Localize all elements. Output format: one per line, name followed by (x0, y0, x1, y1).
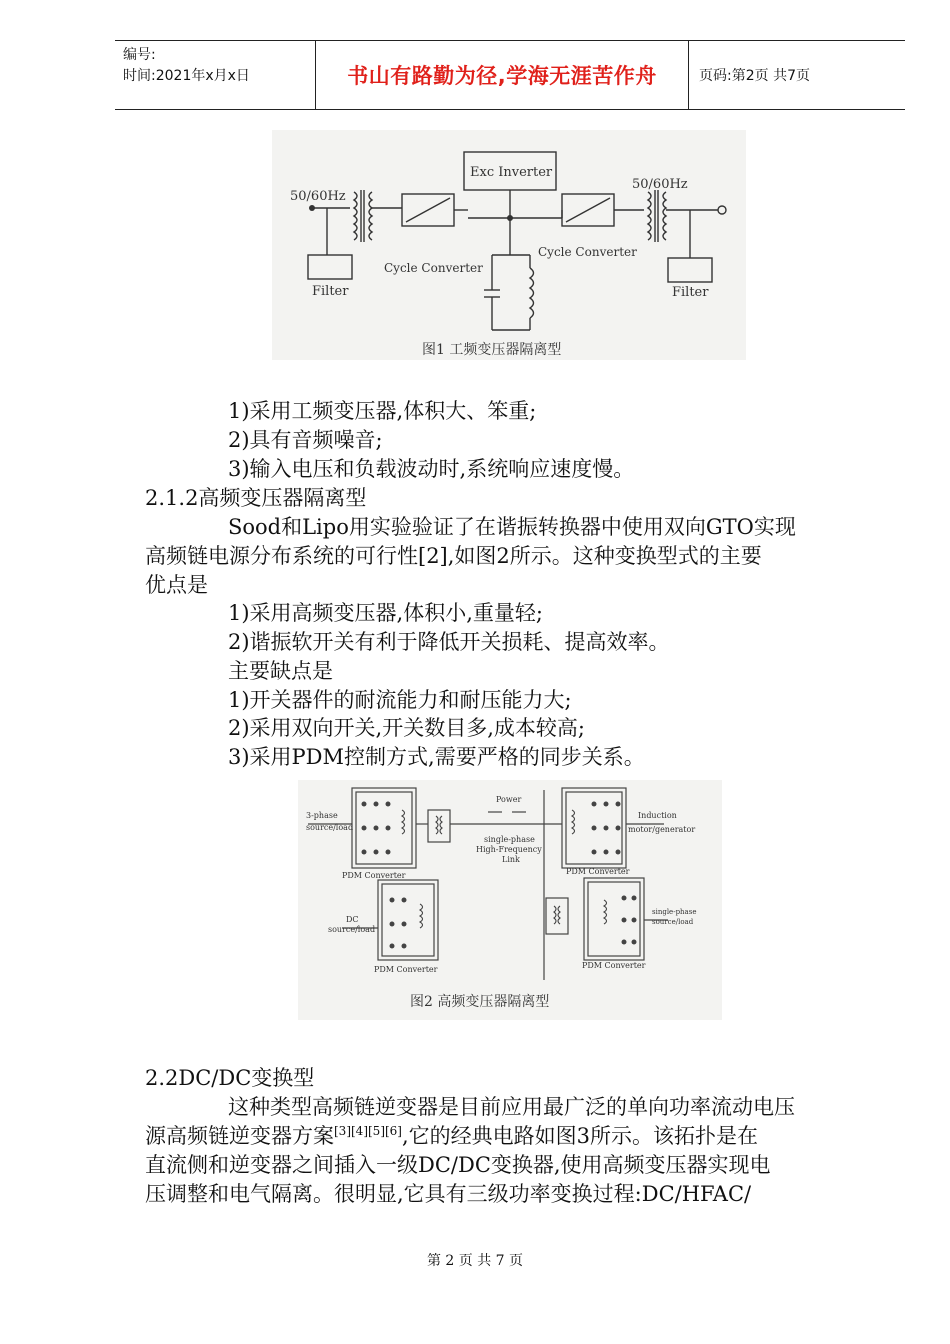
fig1-freq-right: 50/60Hz (632, 177, 688, 192)
header-number: 编号: (123, 47, 156, 63)
fig1-cycle-right: Cycle Converter (538, 245, 637, 259)
fig2-3phase: 3-phase (306, 811, 338, 820)
section-heading: 2.1.2高频变压器隔离型 (145, 486, 367, 510)
paragraph-line: Sood和Lipo用实验验证了在谐振转换器中使用双向GTO实现 (228, 515, 796, 539)
text-line: 1)采用高频变压器,体积小,重量轻; (228, 601, 543, 625)
text-line: 3)采用PDM控制方式,需要严格的同步关系。 (228, 745, 645, 769)
fig2-power: Power (496, 795, 522, 804)
fig2-pdm-label: PDM Converter (342, 871, 406, 880)
fig2-caption: 图2 高频变压器隔离型 (410, 994, 550, 1010)
fig1-exc-inverter: Exc Inverter (470, 165, 553, 180)
text-line: 2)采用双向开关,开关数目多,成本较高; (228, 716, 585, 740)
fig1-filter-right: Filter (672, 285, 709, 300)
fig2-pdm-label: PDM Converter (566, 867, 630, 876)
paragraph-text: ,它的经典电路如图3所示。该拓扑是在 (402, 1124, 759, 1148)
fig2-link: Link (502, 855, 520, 864)
paragraph-line: 压调整和电气隔离。很明显,它具有三级功率变换过程:DC/HFAC/ (145, 1182, 752, 1206)
fig2-pdm-label: PDM Converter (374, 965, 438, 974)
header-page-label: 页码:第2页 共7页 (699, 68, 810, 84)
text-line: 主要缺点是 (228, 659, 333, 683)
paragraph-text: 源高频链逆变器方案 (145, 1124, 334, 1148)
fig2-pdm-label: PDM Converter (582, 961, 646, 970)
fig2-motor-generator: motor/generator (628, 825, 696, 834)
figure-2 (298, 780, 722, 1020)
figure-1-diagram (272, 130, 746, 360)
fig1-filter-left: Filter (312, 284, 349, 299)
fig2-high-frequency: High-Frequency (476, 845, 542, 854)
paragraph-line: 优点是 (145, 573, 208, 597)
fig2-single-phase-2: single-phase (652, 908, 697, 916)
header-motto: 书山有路勤为径,学海无涯苦作舟 (347, 64, 657, 88)
header-info-cell (115, 41, 316, 109)
figure-2-diagram (298, 780, 722, 1020)
fig1-caption: 图1 工频变压器隔离型 (422, 342, 562, 358)
fig2-source-load-2: source/load (652, 918, 694, 926)
page-footer: 第 2 页 共 7 页 (426, 1253, 524, 1269)
fig2-induction: Induction (638, 811, 677, 820)
paragraph-line: 高频链电源分布系统的可行性[2],如图2所示。这种变换型式的主要 (145, 544, 762, 568)
paragraph-line: 这种类型高频链逆变器是目前应用最广泛的单向功率流动电压 (228, 1095, 795, 1119)
paragraph-line: 直流侧和逆变器之间插入一级DC/DC变换器,使用高频变压器实现电 (145, 1153, 771, 1177)
fig1-cycle-left: Cycle Converter (384, 261, 483, 275)
text-line: 1)采用工频变压器,体积大、笨重; (228, 399, 537, 423)
fig2-dc: DC (346, 915, 359, 924)
fig2-single-phase: single-phase (484, 835, 535, 844)
text-line: 3)输入电压和负载波动时,系统响应速度慢。 (228, 457, 635, 481)
page-header (115, 40, 905, 110)
figure-1 (272, 130, 746, 360)
fig2-source-load: source/load (306, 823, 354, 832)
paragraph-line (145, 1122, 950, 1151)
text-line: 2)谐振软开关有利于降低开关损耗、提高效率。 (228, 630, 670, 654)
section-heading: 2.2DC/DC变换型 (145, 1066, 315, 1090)
citation-superscript: [3][4][5][6] (334, 1124, 402, 1138)
fig2-dc-source-load: source/load (328, 925, 376, 934)
header-motto-cell (316, 41, 689, 109)
fig1-freq-left: 50/60Hz (290, 189, 346, 204)
text-line: 2)具有音频噪音; (228, 428, 383, 452)
text-line: 1)开关器件的耐流能力和耐压能力大; (228, 688, 572, 712)
header-page-cell (689, 41, 905, 109)
header-time: 时间:2021年x月x日 (123, 68, 250, 84)
